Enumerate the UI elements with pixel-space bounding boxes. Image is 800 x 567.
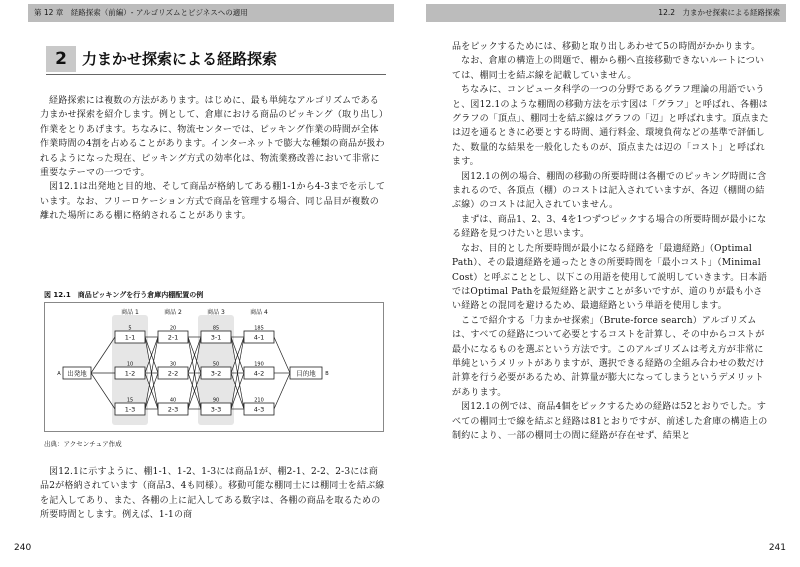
figure-frame <box>44 302 384 432</box>
running-header-left: 第 12 章 経路探索（前編）- アルゴリズムとビジネスへの適用 <box>28 4 394 22</box>
running-header-right: 12.2 力まかせ探索による経路探索 <box>426 4 786 22</box>
shelf-cost: 15 <box>126 397 134 404</box>
left-body-text-continued <box>40 465 386 523</box>
end-marker: B <box>325 371 329 377</box>
shelf-cost: 50 <box>212 361 220 368</box>
paragraph: なお、倉庫の構造上の問題で、棚から棚へ直接移動できないルートについては、棚同士を結ぶ線を記載していません。 <box>452 56 765 81</box>
shelf-id: 1-3 <box>124 405 136 414</box>
column-label: 商品 1 <box>121 309 139 316</box>
edge-line <box>91 337 115 373</box>
section-title: 力まかせ探索による経路探索 <box>82 50 278 68</box>
section-rule <box>46 74 386 75</box>
shelf-id: 3-2 <box>210 369 222 378</box>
shelf-cost: 30 <box>169 361 177 368</box>
shelf-cost: 40 <box>169 397 177 404</box>
column-label: 商品 2 <box>164 309 182 316</box>
paragraph: 経路探索には複数の方法があります。はじめに、最も単純なアルゴリズムである力まかせ探索を紹介します。例として、倉庫における商品のピッキング（取り出し）作業をとりあげます。ちなみに、物流センターでは、ピッキング作業の時間が全体作業時間の4割を占めることがあります。インターネットで膨大な種類の商品が扱われるようになった現在、ピッキング方式の効率化は、物流業務改善において非常に重要なテーマの一つです。 <box>40 96 385 179</box>
shelf-cost: 185 <box>254 325 264 332</box>
shelf-cost: 190 <box>254 361 264 368</box>
shelf-cost: 5 <box>128 325 132 332</box>
paragraph: 図12.1に示すように、棚1-1、1-2、1-3には商品1が、棚2-1、2-2、2-3には商品2が格納されています（商品3、4も同様）。移動可能な棚同士には棚同士を結ぶ線を記入してあり、また、各棚の上に記入してある数字は、各棚の商品を取るための所要時間とします。例えば、1-1の商 <box>40 467 385 521</box>
paragraph: 品をピックするためには、移動と取り出しあわせて5の時間がかかります。 <box>452 42 761 52</box>
shelf-id: 3-1 <box>210 333 222 342</box>
page-number-right: 241 <box>768 543 786 553</box>
figure-source: 出典：アクセンチュア作成 <box>44 440 122 448</box>
section-number: 2 <box>46 46 76 72</box>
paragraph: ここで紹介する「力まかせ探索」（Brute-force search）アルゴリズムは、すべての経路について必要とするコストを計算し、その中からコストが最小になるものを選ぶという方法です。このアルゴリズムは考え方が非常に単純というメリットがありますが、選択できる経路の全組み合わせの数だけ計算を行う必要があるため、計算量が膨大になってしまうというデメリットがあります。 <box>452 315 765 398</box>
paragraph: ちなみに、コンピュータ科学の一つの分野であるグラフ理論の用語でいうと、図12.1のような棚間の移動方法を示す図は「グラフ」と呼ばれ、各棚はグラフの「頂点」、棚同士を結ぶ線はグラフの「辺」と呼ばれます。頂点または辺を通るときに必要とする時間、通行料金、環境負荷などの基準で評価した、数量的な結果を一般化したものが、頂点または辺の「コスト」と呼ばれます。 <box>452 85 769 168</box>
shelf-id: 4-1 <box>253 333 265 342</box>
edge-line <box>91 373 115 409</box>
paragraph: まずは、商品1、2、3、4を1つずつピックする場合の所要時間が最小になる経路を見つけたいと思います。 <box>452 214 767 240</box>
left-body-text <box>40 94 386 224</box>
shelf-cost: 210 <box>254 397 264 404</box>
paragraph: 図12.1の例では、商品4個をピックするための経路は52とおりでした。すべての棚同士で線を結ぶと経路は81とおりですが、前述した倉庫の構造上の制約により、一部の棚同士の間に経路が存在せず、結果と <box>452 402 768 441</box>
paragraph: 図12.1の例の場合、棚間の移動の所要時間は各棚でのピッキング時間に含まれるので、各頂点（棚）のコストは記入されていますが、各辺（棚間の結ぶ線）のコストは記入されていません。 <box>452 171 767 211</box>
shelf-cost: 20 <box>169 325 177 332</box>
shelf-id: 1-2 <box>124 369 136 378</box>
shelf-cost: 90 <box>212 397 220 404</box>
paragraph: なお、目的とした所要時間が最小になる経路を「最適経路」（Optimal Path）、その最適経路を通ったときの所要時間を「最小コスト」（Minimal Cost）と呼ぶこととし、以下この用語を使用して説明していきます。日本語ではOptimal Pathを最短経路と訳すことが多いですが、道のりが最も小さい経路との混同を避けるため、最適経路という単語を使用します。 <box>452 243 768 312</box>
shelf-id: 3-3 <box>210 405 222 414</box>
shelf-cost: 85 <box>212 325 220 332</box>
shelf-graph <box>45 303 383 431</box>
column-label: 商品 3 <box>207 309 225 316</box>
shelf-id: 2-1 <box>167 333 179 342</box>
paragraph: 図12.1は出発地と目的地、そして商品が格納してある棚1-1から4-3までを示しています。なお、フリーロケーション方式で商品を管理する場合、同じ品目が複数の離れた場所にある棚に格納されることがあります。 <box>40 182 386 222</box>
end-label: 目的地 <box>296 369 316 378</box>
page-number-left: 240 <box>14 543 32 553</box>
figure-title: 図 12.1 商品ピッキングを行う倉庫内棚配置の例 <box>44 291 204 299</box>
shelf-id: 4-2 <box>253 369 265 378</box>
start-label: 出発地 <box>67 369 87 378</box>
right-body-text <box>452 40 770 443</box>
column-label: 商品 4 <box>250 309 268 316</box>
shelf-cost: 10 <box>126 361 134 368</box>
start-marker: A <box>57 371 61 377</box>
shelf-id: 1-1 <box>124 333 136 342</box>
shelf-id: 2-3 <box>167 405 179 414</box>
shelf-id: 4-3 <box>253 405 265 414</box>
shelf-id: 2-2 <box>167 369 179 378</box>
